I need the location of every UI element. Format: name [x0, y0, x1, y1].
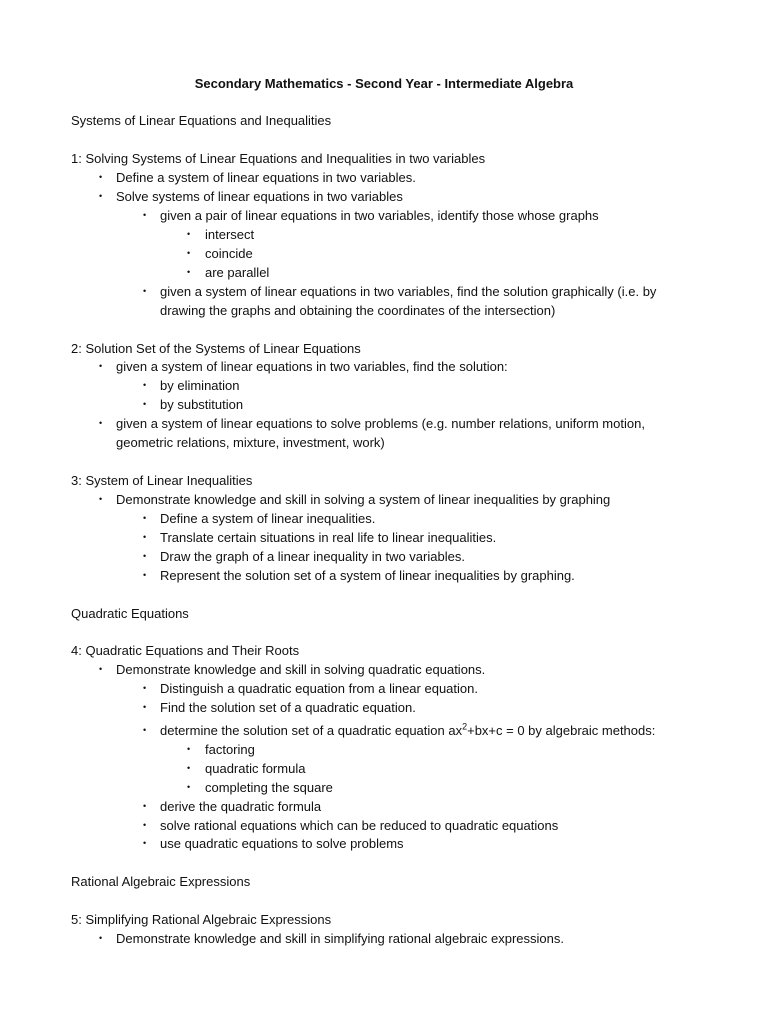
bullet: •	[143, 380, 147, 390]
bullet: •	[187, 763, 191, 773]
bullet: •	[99, 664, 103, 674]
list-item: given a system of linear equations in two variables, find the solution graphically (i.e. by	[160, 284, 657, 299]
list-item: given a system of linear equations to solve problems (e.g. number relations, uniform motion,	[116, 416, 645, 431]
list-item: solve rational equations which can be reduced to quadratic equations	[160, 818, 559, 833]
list-item-continuation: drawing the graphs and obtaining the coordinates of the intersection)	[160, 303, 556, 318]
section-heading: Quadratic Equations	[71, 606, 189, 621]
bullet: •	[143, 513, 147, 523]
list-item: Represent the solution set of a system of linear inequalities by graphing.	[160, 568, 575, 583]
bullet: •	[99, 418, 103, 428]
section-heading: Systems of Linear Equations and Inequalities	[71, 113, 332, 128]
list-item: Translate certain situations in real life to linear inequalities.	[160, 530, 497, 545]
list-item: Find the solution set of a quadratic equation.	[160, 700, 416, 715]
list-item: given a system of linear equations in two variables, find the solution:	[116, 359, 508, 374]
list-item: Define a system of linear equations in two variables.	[116, 170, 416, 185]
list-item: intersect	[205, 227, 255, 242]
list-item: Demonstrate knowledge and skill in simplifying rational algebraic expressions.	[116, 931, 564, 946]
bullet: •	[99, 933, 103, 943]
list-item: given a pair of linear equations in two variables, identify those whose graphs	[160, 208, 599, 223]
bullet: •	[187, 248, 191, 258]
list-item: use quadratic equations to solve problems	[160, 836, 404, 851]
bullet: •	[187, 229, 191, 239]
list-item: by elimination	[160, 378, 240, 393]
list-item: Define a system of linear inequalities.	[160, 511, 376, 526]
section-heading: Rational Algebraic Expressions	[71, 874, 251, 889]
bullet: •	[143, 399, 147, 409]
list-item: Solve systems of linear equations in two variables	[116, 189, 403, 204]
formula-exponent: 2	[462, 721, 468, 732]
list-item: by substitution	[160, 397, 244, 412]
bullet: •	[99, 494, 103, 504]
bullet: •	[143, 551, 147, 561]
list-item: are parallel	[205, 265, 270, 280]
topic-heading: 5: Simplifying Rational Algebraic Expressions	[71, 912, 332, 927]
bullet: •	[143, 838, 147, 848]
list-item: Demonstrate knowledge and skill in solving a system of linear inequalities by graphing	[116, 492, 611, 507]
bullet: •	[143, 725, 147, 735]
list-item: completing the square	[205, 780, 333, 795]
topic-heading: 4: Quadratic Equations and Their Roots	[71, 643, 300, 658]
bullet: •	[187, 267, 191, 277]
list-item: quadratic formula	[205, 761, 306, 776]
bullet: •	[99, 172, 103, 182]
bullet: •	[143, 683, 147, 693]
bullet: •	[99, 191, 103, 201]
bullet: •	[143, 702, 147, 712]
list-item: factoring	[205, 742, 255, 757]
list-item: Demonstrate knowledge and skill in solving quadratic equations.	[116, 662, 486, 677]
document-title: Secondary Mathematics - Second Year - Intermediate Algebra	[194, 76, 574, 91]
list-item-continuation: geometric relations, mixture, investment, work)	[116, 435, 385, 450]
bullet: •	[99, 361, 103, 371]
list-item: Distinguish a quadratic equation from a linear equation.	[160, 681, 478, 696]
topic-heading: 3: System of Linear Inequalities	[71, 473, 253, 488]
formula-prefix: determine the solution set of a quadratic equation ax	[160, 723, 463, 738]
bullet: •	[187, 744, 191, 754]
bullet: •	[143, 286, 147, 296]
topic-heading: 1: Solving Systems of Linear Equations and Inequalities in two variables	[71, 151, 486, 166]
list-item: Draw the graph of a linear inequality in two variables.	[160, 549, 465, 564]
list-item: derive the quadratic formula	[160, 799, 322, 814]
bullet: •	[143, 210, 147, 220]
list-item: coincide	[205, 246, 253, 261]
bullet: •	[187, 782, 191, 792]
bullet: •	[143, 820, 147, 830]
bullet: •	[143, 801, 147, 811]
bullet: •	[143, 532, 147, 542]
list-item-formula	[160, 721, 655, 740]
bullet: •	[143, 570, 147, 580]
topic-heading: 2: Solution Set of the Systems of Linear Equations	[71, 341, 361, 356]
formula-suffix: +bx+c = 0 by algebraic methods:	[467, 723, 656, 738]
